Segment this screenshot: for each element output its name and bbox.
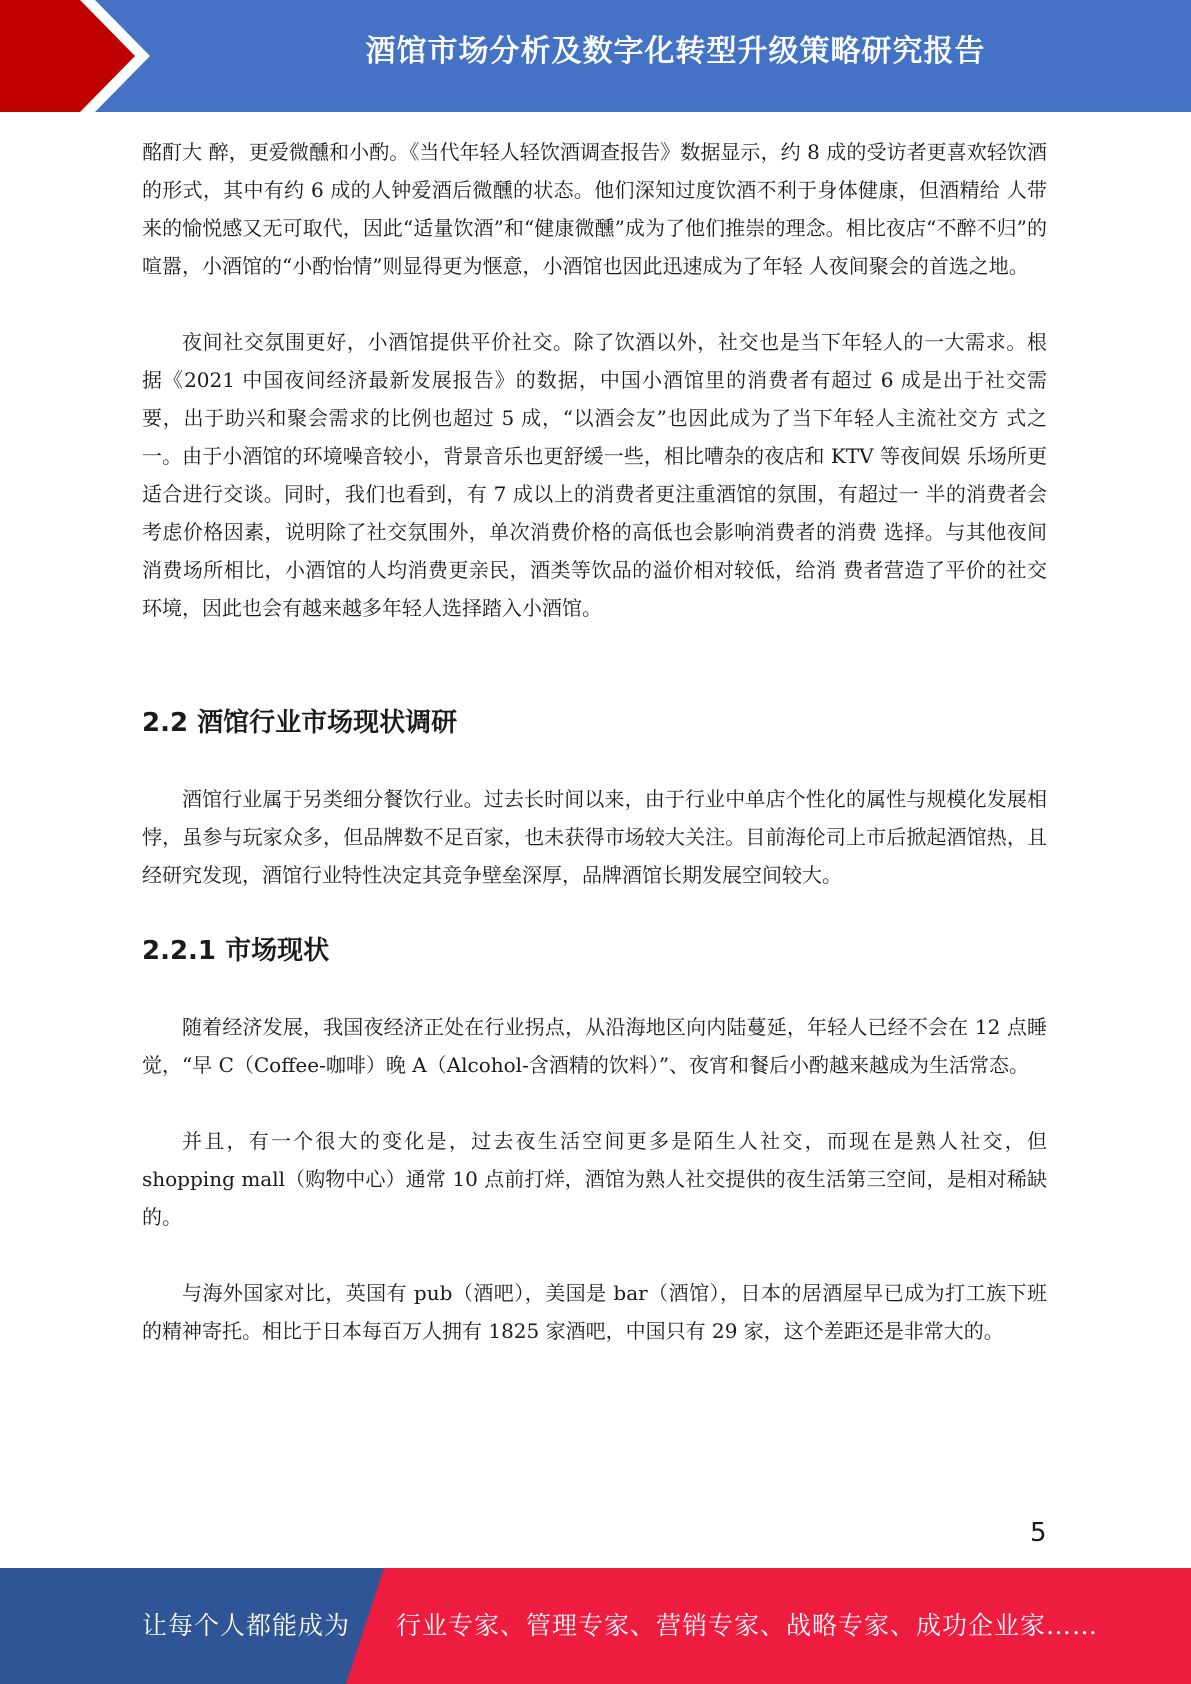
paragraph-light-drinking: 酩酊大 醉，更爱微醺和小酌。《当代年轻人轻饮酒调查报告》数据显示，约 8 成的受访者更喜欢轻饮酒 的形式，其中有约 6 成的人钟爱酒后微醺的状态。他们深知过度饮酒不利于身体健康，但酒精给 人带来的愉悦感又无可取代，因此“适量饮酒”和“健康微醺”成为了他们推崇的理念。相比夜店“不醉不归”的喧嚣，小酒馆的“小酌怡情”则显得更为惬意，小酒馆也因此迅速成为了年轻 人夜间聚会的首选之地。 bbox=[142, 140, 1047, 278]
section-heading-2-2: 2.2 酒馆行业市场现状调研 bbox=[142, 708, 458, 738]
section-heading-2-2-1: 2.2.1 市场现状 bbox=[142, 936, 330, 966]
paragraph-night-economy: 随着经济发展，我国夜经济正处在行业拐点，从沿海地区向内陆蔓延，年轻人已经不会在 12 点睡觉，“早 C（Coffee-咖啡）晚 A（Alcohol-含酒精的饮料）”、夜宵和餐后小酌越来越成为生活常态。 bbox=[142, 1015, 1047, 1077]
footer-slogan-left: 让每个人都能成为 bbox=[142, 1611, 351, 1640]
paragraph-overseas-comparison: 与海外国家对比，英国有 pub（酒吧），美国是 bar（酒馆），日本的居酒屋早已成为打工族下班的精神寄托。相比于日本每百万人拥有 1825 家酒吧，中国只有 29 家，这个差距还是非常大的。 bbox=[142, 1281, 1047, 1343]
footer-slogan-right: 行业专家、管理专家、营销专家、战略专家、成功企业家…… bbox=[396, 1611, 1099, 1640]
page-number: 5 bbox=[1030, 1518, 1047, 1548]
paragraph-industry-overview: 酒馆行业属于另类细分餐饮行业。过去长时间以来，由于行业中单店个性化的属性与规模化发展相悖，虽参与玩家众多，但品牌数不足百家，也未获得市场较大关注。目前海伦司上市后掀起酒馆热，且经研究发现，酒馆行业特性决定其竞争壁垒深厚，品牌酒馆长期发展空间较大。 bbox=[142, 787, 1047, 887]
paragraph-acquaintance-social: 并且，有一个很大的变化是，过去夜生活空间更多是陌生人社交，而现在是熟人社交，但 shopping mall（购物中心）通常 10 点前打烊，酒馆为熟人社交提供的夜生活第三空间，是相对稀缺的。 bbox=[142, 1129, 1047, 1229]
header-title: 酒馆市场分析及数字化转型升级策略研究报告 bbox=[365, 34, 986, 69]
chevron-arrow-icon bbox=[0, 0, 160, 112]
paragraph-social-atmosphere: 夜间社交氛围更好，小酒馆提供平价社交。除了饮酒以外，社交也是当下年轻人的一大需求。根 据《2021 中国夜间经济最新发展报告》的数据，中国小酒馆里的消费者有超过 6 成是出于社交需 要，出于助兴和聚会需求的比例也超过 5 成，“以酒会友”也因此成为了当下年轻人主流社交方 式之一。由于小酒馆的环境噪音较小，背景音乐也更舒缓一些，相比嘈杂的夜店和 KTV 等夜间娱 乐场所更适合进行交谈。同时，我们也看到，有 7 成以上的消费者更注重酒馆的氛围，有超过一 半的消费者会考虑价格因素，说明除了社交氛围外，单次消费价格的高低也会影响消费者的消费 选择。与其他夜间消费场所相比，小酒馆的人均消费更亲民，酒类等饮品的溢价相对较低，给消 费者营造了平价的社交环境，因此也会有越来越多年轻人选择踏入小酒馆。 bbox=[142, 330, 1047, 620]
page-footer bbox=[0, 1568, 1191, 1684]
page-header bbox=[0, 0, 1191, 112]
page-content bbox=[142, 133, 1047, 1350]
